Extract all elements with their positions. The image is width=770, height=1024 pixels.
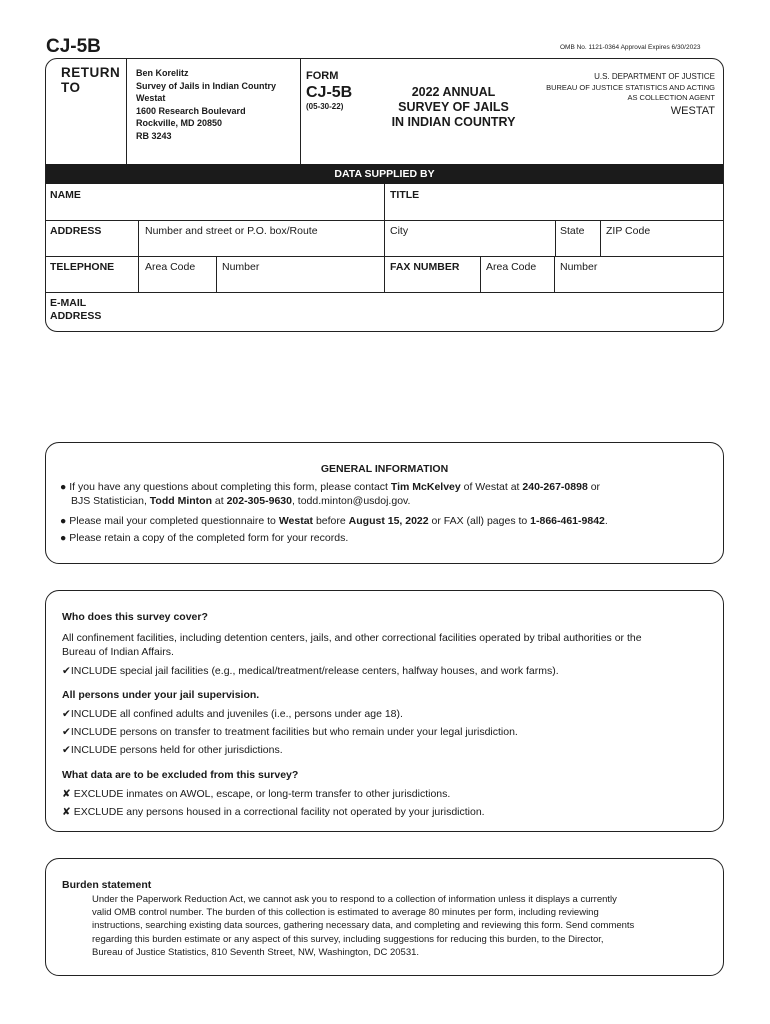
fax-label: FAX NUMBER: [390, 261, 460, 273]
survey-coverage-box: [45, 590, 724, 832]
exclude-item: ✘ EXCLUDE inmates on AWOL, escape, or long-term transfer to other jurisdictions.: [62, 788, 451, 800]
email-field[interactable]: [146, 293, 716, 329]
agency-line: U.S. DEPARTMENT OF JUSTICE: [594, 72, 715, 81]
fax-number-field[interactable]: Number: [560, 261, 598, 273]
address-line: Ben Korelitz: [136, 68, 189, 78]
phone-area-code-field[interactable]: Area Code: [145, 261, 196, 273]
address-line: RB 3243: [136, 130, 172, 141]
fax-area-code-field[interactable]: Area Code: [486, 261, 537, 273]
check-icon: ✔: [62, 744, 71, 756]
return-label-line1: RETURN: [61, 65, 121, 80]
title-label: TITLE: [390, 189, 420, 201]
title-field[interactable]: [436, 185, 716, 219]
include-item: ✔INCLUDE persons on transfer to treatment facilities but who remain under your legal jurisdiction.: [62, 726, 518, 738]
form-date: (05-30-22): [306, 102, 344, 111]
agency-line: AS COLLECTION AGENT: [627, 93, 715, 102]
agency-westat: WESTAT: [670, 104, 715, 117]
burden-line: regarding this burden estimate or any aspect of this survey, including suggestions for reducing this burden, to the Director,: [92, 933, 604, 945]
mailing-address: [136, 67, 276, 142]
state-field[interactable]: State: [560, 225, 585, 237]
coverage-paragraph-line: All confinement facilities, including detention centers, jails, and other correctional facilities operated by tribal authorities or the: [62, 632, 642, 644]
coverage-paragraph-line: Bureau of Indian Affairs.: [62, 646, 174, 658]
agency-block: [546, 72, 715, 116]
address-label: ADDRESS: [50, 225, 102, 237]
bullet-dot: ●: [60, 532, 67, 544]
bullet-dot: ●: [60, 481, 67, 493]
retain-bullet: ● Please retain a copy of the completed form for your records.: [60, 532, 349, 544]
coverage-question-2: All persons under your jail supervision.: [62, 689, 260, 701]
coverage-question-3: What data are to be excluded from this survey?: [62, 769, 299, 781]
general-information-box: [45, 442, 724, 564]
coverage-paragraph: [62, 631, 707, 659]
burden-title: Burden statement: [62, 879, 152, 891]
burden-line: Under the Paperwork Reduction Act, we cannot ask you to respond to a collection of information unless it displays a currently: [92, 894, 617, 905]
form-number: CJ-5B: [306, 84, 353, 101]
name-label: NAME: [50, 189, 81, 201]
mail-bullet: ● Please mail your completed questionnaire to Westat before August 15, 2022 or FAX (all) pages to 1-866-461-9842.: [60, 515, 608, 527]
burden-line: Bureau of Justice Statistics, 810 Seventh Street, NW, Washington, DC 20531.: [92, 946, 420, 958]
check-icon: ✔: [62, 726, 71, 738]
street-field[interactable]: Number and street or P.O. box/Route: [145, 225, 318, 237]
form-code-heading: CJ-5B: [46, 36, 101, 57]
address-line: Rockville, MD 20850: [136, 118, 223, 128]
coverage-question-1: Who does this survey cover?: [62, 611, 208, 623]
cross-icon: ✘: [62, 806, 74, 818]
return-label-line2: TO: [61, 80, 81, 95]
check-icon: ✔: [62, 708, 71, 720]
omb-notice: OMB No. 1121-0364 Approval Expires 6/30/2023: [560, 44, 701, 51]
email-label: [50, 297, 101, 323]
survey-title-line: SURVEY OF JAILS: [398, 100, 509, 114]
general-information-title: GENERAL INFORMATION: [320, 463, 449, 475]
contact-bullet: ● If you have any questions about completing this form, please contact Tim McKelvey of Westat at 240-267-0898 or BJS Statistician, Todd Minton at 202-305-9630, todd.minton@usdoj.gov.: [60, 481, 601, 507]
return-to-label: [61, 65, 120, 95]
include-item: ✔INCLUDE persons held for other jurisdictions.: [62, 744, 283, 756]
zip-field[interactable]: ZIP Code: [606, 225, 651, 237]
survey-title: [366, 85, 541, 130]
address-line: Westat: [136, 93, 166, 103]
burden-line: valid OMB control number. The burden of this collection is estimated to average 80 minutes per form, including reviewing: [92, 907, 599, 919]
include-item: ✔INCLUDE all confined adults and juveniles (i.e., persons under age 18).: [62, 708, 403, 720]
address-line: 1600 Research Boulevard: [136, 105, 246, 116]
survey-title-line: IN INDIAN COUNTRY: [391, 115, 516, 129]
bullet-dot: ●: [60, 515, 67, 527]
city-field[interactable]: City: [390, 225, 409, 237]
email-label-line: E-MAIL: [50, 297, 87, 309]
cross-icon: ✘: [62, 788, 74, 800]
survey-title-line: 2022 ANNUAL: [411, 85, 496, 99]
check-icon: ✔: [62, 665, 71, 677]
burden-statement-box: [45, 858, 724, 976]
data-supplied-section: [45, 58, 724, 332]
data-supplied-bar: DATA SUPPLIED BY: [46, 164, 723, 184]
exclude-item: ✘ EXCLUDE any persons housed in a correctional facility not operated by your jurisdiction.: [62, 806, 485, 818]
address-line: Survey of Jails in Indian Country: [136, 80, 277, 91]
burden-text: [92, 893, 707, 959]
form-label: FORM: [306, 70, 339, 82]
email-label-line: ADDRESS: [50, 310, 102, 322]
phone-number-field[interactable]: Number: [222, 261, 260, 273]
telephone-label: TELEPHONE: [50, 261, 115, 273]
include-item: ✔INCLUDE special jail facilities (e.g., medical/treatment/release centers, halfway houses, and work farms).: [62, 665, 559, 677]
agency-line: BUREAU OF JUSTICE STATISTICS AND ACTING: [546, 82, 715, 92]
burden-line: instructions, searching existing data sources, gathering necessary data, and completing and reviewing this form. Send comments: [92, 920, 635, 932]
name-field[interactable]: [146, 185, 382, 219]
